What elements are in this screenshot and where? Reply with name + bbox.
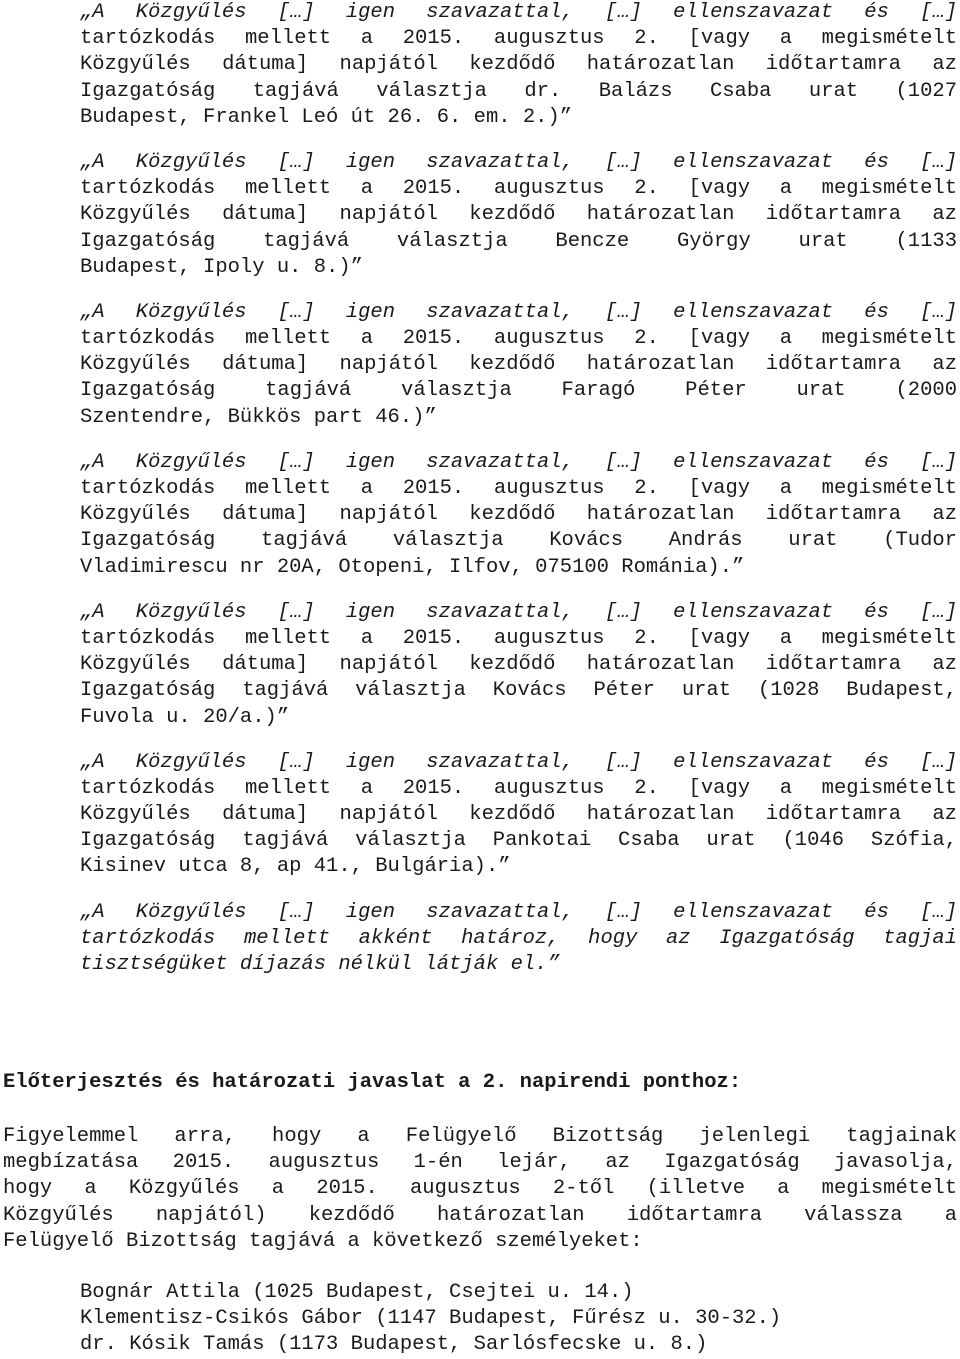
resolution-line: Igazgatóság tagjává választja dr. Balázs Csaba urat (1027: [80, 79, 957, 103]
resolution-block: [80, 450, 957, 581]
resolution-line: Közgyűlés dátuma] napjától kezdődő határozatlan időtartamra az: [80, 53, 957, 77]
proposal-line: Közgyűlés napjától) kezdődő határozatlan időtartamra válassza a: [3, 1203, 957, 1227]
member-entry: dr. Kósik Tamás (1173 Budapest, Sarlósfecske u. 8.): [80, 1333, 708, 1357]
resolution-line: tartózkodás mellett a 2015. augusztus 2. [vagy a megismételt: [80, 776, 957, 800]
resolution-line: tartózkodás mellett a 2015. augusztus 2. [vagy a megismételt: [80, 27, 957, 51]
proposal-paragraph: [3, 1124, 957, 1255]
member-entry: Klementisz-Csikós Gábor (1147 Budapest, Fűrész u. 30-32.): [80, 1307, 782, 1331]
resolution-line: tartózkodás mellett a 2015. augusztus 2. [vagy a megismételt: [80, 626, 957, 650]
resolution-line: Szentendre, Bükkös part 46.)”: [80, 405, 437, 429]
resolution-block: [80, 750, 957, 881]
resolution-block: [80, 300, 957, 431]
resolution-line: „A Közgyűlés […] igen szavazattal, […] ellenszavazat és […]: [80, 600, 957, 624]
resolution-line: Budapest, Frankel Leó út 26. 6. em. 2.)”: [80, 105, 573, 129]
resolution-line: „A Közgyűlés […] igen szavazattal, […] ellenszavazat és […]: [80, 300, 957, 324]
resolution-line: tisztségüket díjazás nélkül látják el.”: [80, 953, 560, 976]
resolution-line: Fuvola u. 20/a.)”: [80, 705, 290, 729]
resolution-line: Igazgatóság tagjává választja Kovács András urat (Tudor: [80, 529, 957, 553]
resolution-line: tartózkodás mellett a 2015. augusztus 2. [vagy a megismételt: [80, 477, 957, 500]
resolution-line: Közgyűlés dátuma] napjától kezdődő határozatlan időtartamra az: [80, 353, 957, 377]
resolution-line: Közgyűlés dátuma] napjától kezdődő határozatlan időtartamra az: [80, 503, 957, 527]
resolution-line: Igazgatóság tagjává választja Bencze György urat (1133: [80, 229, 957, 253]
resolution-block: [80, 600, 957, 731]
resolution-line: Budapest, Ipoly u. 8.)”: [80, 255, 363, 279]
resolution-line: tartózkodás mellett a 2015. augusztus 2. [vagy a megismételt: [80, 327, 957, 351]
resolution-line: „A Közgyűlés […] igen szavazattal, […] ellenszavazat és […]: [80, 1, 957, 24]
resolution-block: [80, 150, 957, 281]
supervisory-board-members: [80, 1280, 940, 1359]
proposal-line: Felügyelő Bizottság tagjává a következő személyeket:: [3, 1229, 643, 1253]
resolution-line: Igazgatóság tagjává választja Faragó Péter urat (2000: [80, 379, 957, 403]
resolution-line: „A Közgyűlés […] igen szavazattal, […] ellenszavazat és […]: [80, 450, 957, 474]
resolution-line: Közgyűlés dátuma] napjától kezdődő határozatlan időtartamra az: [80, 803, 957, 827]
resolution-line: Kisinev utca 8, ap 41., Bulgária).”: [80, 855, 511, 879]
board-resolutions: [80, 0, 957, 997]
resolution-line: Vladimirescu nr 20A, Otopeni, Ilfov, 075100 Románia).”: [80, 555, 745, 579]
resolution-line: Igazgatóság tagjává választja Kovács Péter urat (1028 Budapest,: [80, 679, 957, 703]
agenda-heading: Előterjesztés és határozati javaslat a 2. napirendi ponthoz:: [3, 1071, 742, 1094]
resolution-line: „A Közgyűlés […] igen szavazattal, […] ellenszavazat és […]: [80, 900, 957, 924]
resolution-block: [80, 0, 957, 131]
resolution-line: Közgyűlés dátuma] napjától kezdődő határozatlan időtartamra az: [80, 653, 957, 677]
resolution-line: Közgyűlés dátuma] napjától kezdődő határozatlan időtartamra az: [80, 203, 957, 227]
resolution-line: tartózkodás mellett a 2015. augusztus 2. [vagy a megismételt: [80, 177, 957, 201]
resolution-line: tartózkodás mellett akként határoz, hogy az Igazgatóság tagjai: [80, 926, 957, 950]
member-entry: Bognár Attila (1025 Budapest, Csejtei u. 14.): [80, 1281, 634, 1304]
resolution-line: „A Közgyűlés […] igen szavazattal, […] ellenszavazat és […]: [80, 750, 957, 774]
resolution-line: „A Közgyűlés […] igen szavazattal, […] ellenszavazat és […]: [80, 150, 957, 174]
resolution-block: [80, 900, 957, 979]
proposal-line: megbízatása 2015. augusztus 1-én lejár, az Igazgatóság javasolja,: [3, 1151, 957, 1175]
resolution-line: Igazgatóság tagjává választja Pankotai Csaba urat (1046 Szófia,: [80, 829, 957, 853]
proposal-line: hogy a Közgyűlés a 2015. augusztus 2-től (illetve a megismételt: [3, 1177, 957, 1201]
proposal-line: Figyelemmel arra, hogy a Felügyelő Bizottság jelenlegi tagjainak: [3, 1125, 957, 1148]
